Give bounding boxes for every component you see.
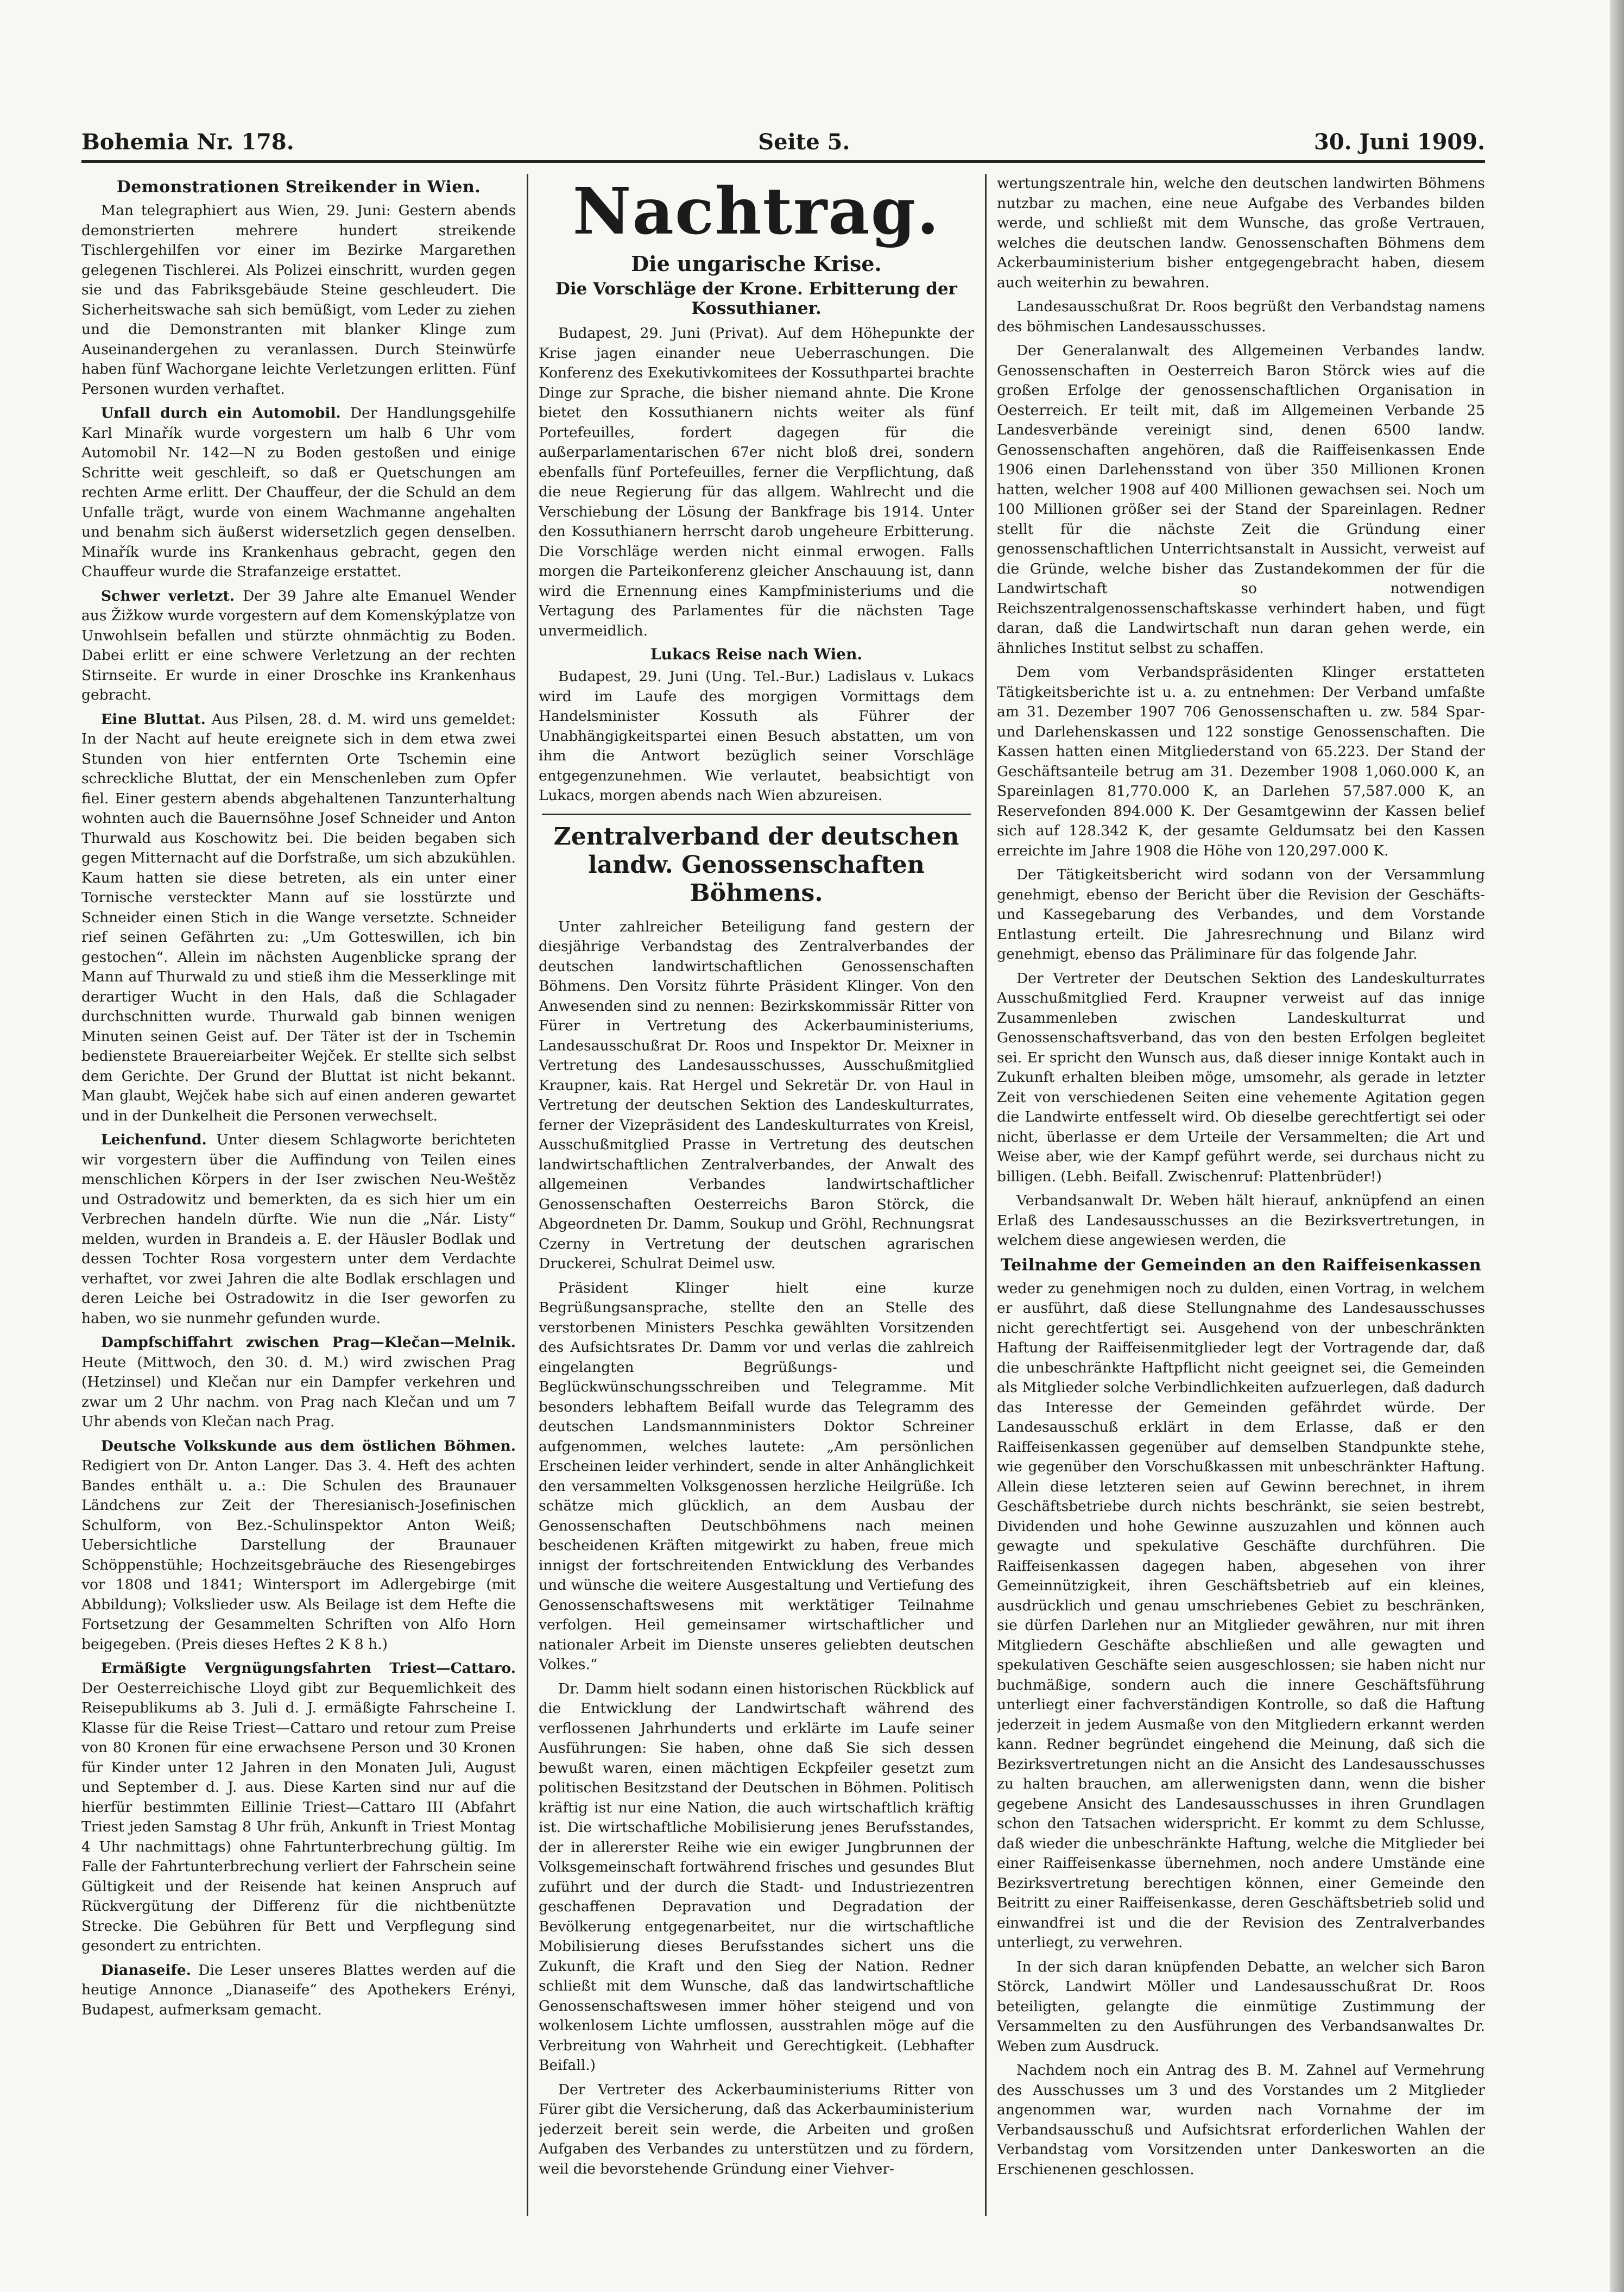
section-subhead: Die Vorschläge der Krone. Erbitterung der Kossuthianer. bbox=[555, 279, 958, 318]
article-text: Budapest, 29. Juni (Ung. Tel.-Bur.) Ladislaus v. Lukacs wird im Laufe des morgigen Vormittags dem Handelsminister Kossuth als Führer der Unabhängigkeitspartei einen Besuch abstatten, um von ihm die Antwort bezüglich seiner Vorschläge entgegenzunehmen. Wie verlautet, beabsichtigt von Lukacs, morgen abends nach Wien abzureisen. bbox=[539, 668, 974, 804]
article-text: Der Vertreter des Ackerbauministeriums Ritter von Fürer gibt die Versicherung, daß das Ackerbauministerium jederzeit bereit sein werde, die Arbeiten und großen Aufgaben des Verbandes zu unterstützen und zu fördern, weil die bevorstehende Gründung einer Viehver- bbox=[539, 2081, 974, 2177]
article-paragraph bbox=[81, 1659, 516, 1956]
article-text: Der Vertreter der Deutschen Sektion des Landeskulturrates Ausschußmitglied Ferd. Kraupner verweist auf das innige Zusammenleben zwischen Landeskulturrat und Genossenschaftsverband, das von den besten Erfolgen begleitet sei. Er spricht den Wunsch aus, daß dieser innige Kontakt auch in Zukunft erhalten bleiben möge, umsomehr, als gerade in letzter Zeit von verschiedenen Seiten eine vehemente Agitation gegen die Landwirte entfesselt wird. Ob dieselbe gerechtfertigt sei oder nicht, überlasse er dem Urteile der Versammelten; die Art und Weise aber, wie der Kampf geführt werde, sei durchaus nicht zu billigen. (Lebh. Beifall. Zwischenruf: Plattenbrüder!) bbox=[997, 969, 1485, 1185]
article-text: Der Oesterreichische Lloyd gibt zur Bequemlichkeit des Reisepublikums ab 3. Juli d. J. ermäßigte Fahrscheine I. Klasse für die Reise Triest—Cattaro und retour zum Preise von 80 Kronen für eine erwachsene Person und 30 Kronen für Kinder unter 12 Jahren in den Monaten Juli, August und September d. J. aus. Diese Karten sind nur auf die hierfür bestimmten Eillinie Triest—Cattaro III (Abfahrt Triest jeden Samstag 8 Uhr früh, Ankunft in Triest Montag 4 Uhr nachmittags) ohne Fahrtunterbrechung gültig. Im Falle der Fahrtunterbrechung verliert der Fahrschein seine Gültigkeit und der Reisende hat keinen Anspruch auf Rückvergütung der Differenz für die nichtbenützte Strecke. Die Gebühren für Bett und Verpflegung sind gesondert zu entrichten. bbox=[81, 1679, 516, 1954]
article-text: Landesausschußrat Dr. Roos begrüßt den Verbandstag namens des böhmischen Landesausschusses. bbox=[997, 298, 1485, 335]
article-paragraph bbox=[81, 710, 516, 1126]
article-lead: Unfall durch ein Automobil. bbox=[101, 405, 341, 421]
page-header bbox=[81, 103, 1485, 163]
article-text: Der 39 Jahre alte Emanuel Wender aus Žižkow wurde vorgestern auf dem Komenskýplatze von Unwohlsein befallen und stürzte ohnmächtig zu Boden. Dabei erlitt er eine schwere Verletzung an der rechten Stirnseite. Er wurde in einer Droschke ins Krankenhaus gebracht. bbox=[81, 587, 516, 703]
article-text: weder zu genehmigen noch zu dulden, einen Vortrag, in welchem er ausführt, daß diese Stellungnahme des Landesausschusses nicht gerechtfertigt sei. Ausgehend von der unbeschränkten Haftung der Raiffeisenmitglieder legt der Vortragende dar, daß die unbeschränkte Haftpflicht nicht geeignet sei, die Gemeinden als Mitglieder solche Verbindlichkeiten aufzuerlegen, daß dadurch das Interesse der Gemeinden gefährdet würde. Der Landesausschuß erklärt in dem Erlasse, daß er den Raiffeisenkassen gegenüber auf demselben Standpunkte stehe, wie gegenüber den Vorschußkassen mit unbeschränkter Haftung. Allein diese letzteren seien auf Gewinn berechnet, in ihrem Geschäftsbetriebe durch nichts beschränkt, sie seien bestrebt, Dividenden und hohe Gewinne auszuzahlen und können auch gewagte und spekulative Geschäfte durchführen. Die Raiffeisenkassen dagegen haben, abgesehen von ihrer Gemeinnützigkeit, ihren Geschäftsbetrieb auf ein kleines, ausdrücklich und genau umschriebenes Gebiet zu beschränken, sie dürfen Darlehen nur an Mitglieder gewähren, nur mit ihren Mitgliedern Geschäfte abschließen und alle gewagten und spekulativen Geschäfte seien ausgeschlossen; sie haben nicht nur buchmäßige, sondern auch die innere Geschäftsführung unterliegt einer fachverständigen Kontrolle, so daß die Haftung jederzeit in jedem Ausmaße von den Mitgliedern erkannt werden kann. Redner begründet eingehend die Meinung, daß sich die Bezirksvertretungen nicht an die Ansicht des Landesausschusses zu halten brauchen, am allerwenigsten dann, wenn die bisher gegebene Ansicht des Landesausschusses in ihren Grundlagen schon den Tatsachen widerspricht. Er kommt zu dem Schlusse, daß wieder die unbeschränkte Haftung, welche die Mitglieder bei einer Raiffeisenkasse übernehmen, noch andere Umstände eine Bezirksvertretung berechtigen können, einer Gemeinde den Beitritt zu einer Raiffeisenkasse, deren Geschäftsbetrieb solid und einwandfrei ist und die der Revision des Zentralverbandes unterliegt, zu verwehren. bbox=[997, 1280, 1485, 1951]
article-text: Verbandsanwalt Dr. Weben hält hierauf, anknüpfend an einen Erlaß des Landesausschusses an die Bezirksvertretungen, in welchem diese angewiesen werden, die bbox=[997, 1192, 1485, 1249]
article-paragraph bbox=[81, 1437, 516, 1655]
article-text: Der Tätigkeitsbericht wird sodann von der Versammlung genehmigt, ebenso der Bericht über die Revision der Geschäfts- und Kassegebarung des Verbandes, und dem Vorstande Entlastung erteilt. Die Jahresrechnung und Bilanz wird genehmigt, ebenso das Präliminare für das folgende Jahr. bbox=[997, 866, 1485, 962]
header-page-number: Seite 5. bbox=[758, 129, 850, 155]
article-text: Dem vom Verbandspräsidenten Klinger erstatteten Tätigkeitsberichte ist u. a. zu entnehmen: Der Verband umfaßte am 31. Dezember 1907 706 Genossenschaften u. zw. 584 Spar- und Darlehenskassen und 122 sonstige Genossenschaften. Die Kassen hatten einen Mitgliederstand von 65.223. Der Stand der Geschäftsanteile betrug am 31. Dezember 1908 1,060.000 K, an Spareinlagen 81,770.000 K, an Darlehen 57,587.000 K, an Reservefonden 894.000 K. Der Gesamtgewinn der Kassen belief sich auf 128.342 K, der gesamte Geldumsatz bei den Kassen erreichte im Jahre 1908 die Höhe von 120,297.000 K. bbox=[997, 664, 1485, 859]
article-paragraph bbox=[81, 1961, 516, 2020]
article-text: wertungszentrale hin, welche den deutschen landwirten Böhmens nutzbar zu machen, eine neue Aufgabe des Verbandes bilden werde, und schließt mit dem Wunsche, das große Vertrauen, welches die deutschen landw. Genossenschaften Böhmens dem Ackerbauministerium bisher entgegengebracht haben, diesem auch weiterhin zu bewahren. bbox=[997, 175, 1485, 291]
article-lead: Schwer verletzt. bbox=[101, 587, 235, 605]
article-lead: Dianaseife. bbox=[101, 1961, 191, 1979]
article-paragraph bbox=[81, 1130, 516, 1328]
article-text: Man telegraphiert aus Wien, 29. Juni: Gestern abends demonstrierten mehrere hundert streikende Tischlergehilfen vor einer im Bezirke Margarethen gelegenen Tischlerei. Als Polizei einschritt, wurden gegen sie und das Fabriksgebäude Steine geschleudert. Die Sicherheitswache sah sich bemüßigt, vom Leder zu ziehen und die Demonstranten mit blanker Klinge zum Auseinandergehen zu veranlassen. Durch Steinwürfe haben fünf Wachorgane leichte Verletzungen erlitten. Fünf Personen wurden verhaftet. bbox=[81, 202, 516, 398]
article-text: Heute (Mittwoch, den 30. d. M.) wird zwischen Prag (Hetzinsel) und Klečan nur ein Dampfer verkehren und zwar um 2 Uhr nachm. von Prag nach Klečan und um 7 Uhr abends von Klečan nach Prag. bbox=[81, 1353, 516, 1430]
column-rule-2 bbox=[985, 174, 987, 2216]
article-lead: Dampfschiffahrt zwischen Prag—Klečan—Melnik. bbox=[101, 1334, 516, 1351]
article-text: Die Leser unseres Blattes werden auf die heutige Annonce „Dianaseife“ des Apothekers Erényi, Budapest, aufmerksam gemacht. bbox=[81, 1961, 516, 2018]
column-1 bbox=[81, 174, 516, 2216]
scan-edge bbox=[1610, 0, 1624, 2292]
article-paragraph bbox=[81, 1333, 516, 1432]
article-headline: Zentralverband der deutschen landw. Genossenschaften Böhmens. bbox=[553, 822, 959, 907]
article-paragraph bbox=[81, 404, 516, 582]
header-issue: Bohemia Nr. 178. bbox=[81, 129, 294, 155]
article-text: Redigiert von Dr. Anton Langer. Das 3. 4. Heft des achten Bandes enthält u. a.: Die Schulen des Braunauer Ländchens zur Zeit der Theresianisch-Josefinischen Schulform, von Bez.-Schulinspektor Anton Weiß; Uebersichtliche Darstellung der Braunauer Schöppenstühle; Hochzeitsgebräuche des Riesengebirges vor 1808 und 1841; Wintersport im Adlergebirge (mit Abbildung); Volkslieder usw. Als Beilage ist dem Hefte die Fortsetzung der Gesammelten Schriften von Alfo Horn beigegeben. (Preis dieses Heftes 2 K 8 h.) bbox=[81, 1457, 516, 1653]
article-separator bbox=[542, 814, 971, 815]
article-text: In der sich daran knüpfenden Debatte, an welcher sich Baron Störck, Landwirt Möller und Landesausschußrat Dr. Roos beteiligten, gelangte die einmütige Zustimmung der Versammelten zu den Ausführungen des Verbandsanwaltes Dr. Weben zum Ausdruck. bbox=[997, 1958, 1485, 2055]
article-paragraph bbox=[81, 587, 516, 706]
header-date: 30. Juni 1909. bbox=[1314, 129, 1485, 155]
masthead-nachtrag: Nachtrag. bbox=[572, 174, 940, 249]
column-2 bbox=[539, 174, 974, 2216]
article-text: Unter zahlreicher Beteiligung fand gestern der diesjährige Verbandstag des Zentralverbandes der deutschen landwirtschaftlichen Genossenschaften Böhmens. Den Vorsitz führte Präsident Klinger. Von den Anwesenden sind zu nennen: Bezirkskommissär Ritter von Fürer in Vertretung des Ackerbauministeriums, Landesausschußrat Dr. Roos und Inspektor Dr. Meixner in Vertretung des Landesausschusses, Ausschußmitglied Kraupner, kais. Rat Hergel und Sekretär Dr. von Haul in Vertretung der deutschen Sektion des Landeskulturrates, ferner der Vizepräsident des Landeskulturrates von Kreisl, Ausschußmitglied Prasse in Vertretung des deutschen landwirtschaftlichen Zentralverbandes, der Anwalt des allgemeinen Verbandes landwirtschaftlicher Genossenschaften Oesterreichs Baron Störck, die Abgeordneten Dr. Damm, Soukup und Gröhl, Rechnungsrat Czerny in Vertretung der deutschen agrarischen Druckerei, Schulrat Deimel usw. bbox=[539, 918, 974, 1272]
article-text: Aus Pilsen, 28. d. M. wird uns gemeldet: In der Nacht auf heute ereignete sich in dem etwa zwei Stunden von hier entfernten Orte Tschemin eine schreckliche Bluttat, der ein Menschenleben zum Opfer fiel. Einer gestern abends abgehaltenen Tanzunterhaltung wohnten auch die Bauernsöhne Josef Schneider und Anton Thurwald aus Koschowitz bei. Die beiden begaben sich gegen Mitternacht auf die Dorfstraße, um sich abzukühlen. Kaum hatten sie diese betreten, als ein unter einer Tornische versteckter Mann auf sie losstürzte und Schneider einen Stich in die Wange versetzte. Schneider rief seinen Gefährten zu: „Um Gotteswillen, ich bin gestochen“. Allein im nächsten Augenblicke sprang der Mann auf Thurwald zu und stieß ihm die Messerklinge mit derartiger Wucht in den Hals, daß die Schlagader durchschnitten wurde. Thurwald gab binnen wenigen Minuten seinen Geist auf. Der Täter ist der in Tschemin bedienstete Brauereiarbeiter Wejček. Er stellte sich selbst dem Gerichte. Der Grund der Bluttat ist nicht bekannt. Man glaubt, Wejček habe sich auf einen anderen gewartet und in der Dunkelheit die Personen verwechselt. bbox=[81, 710, 516, 1124]
section-subhead: Lukacs Reise nach Wien. bbox=[650, 645, 863, 663]
column-rule-1 bbox=[527, 174, 528, 2216]
article-lead: Deutsche Volkskunde aus dem östlichen Böhmen. bbox=[101, 1437, 516, 1454]
section-kicker: Die ungarische Krise. bbox=[631, 251, 882, 276]
article-text: Dr. Damm hielt sodann einen historischen Rückblick auf die Entwicklung der Landwirtschaft während des verflossenen Jahrhunderts und erklärte im Laufe seiner Ausführungen: Sie haben, ohne daß Sie sich dessen bewußt waren, einen mächtigen Eckpfeiler gesetzt zum politischen Besitzstand der Deutschen in Böhmen. Politisch kräftig ist nur eine Nation, die auch wirtschaftlich kräftig ist. Die wirtschaftliche Mobilisierung jenes Berufsstandes, der in allererster Reihe wie ein ewiger Jungbrunnen der Volksgemeinschaft fortwährend frisches und gesundes Blut zuführt und der durch die Stadt- und Industriezentren geschaffenen Depravation und Degradation der Bevölkerung entgegenarbeitet, nur die wirtschaftliche Mobilisierung dieses Berufsstandes sichert uns die Zukunft, die Kraft und den Sieg der Nation. Redner schließt mit dem Wunsche, daß das landwirtschaftliche Genossenschaftswesen immer höher steigend und von wolkenlosem Lichte umflossen, ausstrahlen möge auf die Verbreitung von Wahrheit und Gerechtigkeit. (Lebhafter Beifall.) bbox=[539, 1680, 974, 2074]
article-lead: Leichenfund. bbox=[101, 1131, 207, 1148]
article-text: Nachdem noch ein Antrag des B. M. Zahnel auf Vermehrung des Ausschusses um 3 und des Vorstandes um 2 Mitglieder angenommen war, wurden nach Vornahme der im Verbandsausschuß und Aufsichtsrat erforderlichen Wahlen der Verbandstag vom Vorsitzenden unter Dankesworten an die Erschienenen geschlossen. bbox=[997, 2062, 1485, 2178]
article-text: Unter diesem Schlagworte berichteten wir vorgestern über die Auffindung von Teilen eines menschlichen Körpers in der Iser zwischen Neu-Weštěz und Ostradowitz und bemerkten, da es sich hier um ein Verbrechen handeln dürfte. Wie nun die „Nár. Listy“ melden, wurden in Brandeis a. E. der Häusler Bodlak und dessen Tochter Rosa vorgestern unter dem Verdachte verhaftet, vor zwei Jahren die alte Bodlak erschlagen und deren Leiche bei Ostradowitz in die Iser geworfen zu haben, wo sie nunmehr gefunden wurde. bbox=[81, 1131, 516, 1327]
column-3 bbox=[997, 174, 1485, 2216]
article-text: Der Handlungsgehilfe Karl Minařík wurde vorgestern um halb 6 Uhr vom Automobil Nr. 142—N zu Boden gestoßen und einige Schritte weit geschleift, so daß er Quetschungen am rechten Arme erlitt. Der Chauffeur, der die Schuld an dem Unfalle trägt, wurde von einem Wachmanne angehalten und benahm sich äußerst widersetzlich gegen denselben. Minařík wurde ins Krankenhaus gebracht, gegen den Chauffeur wurde die Strafanzeige erstattet. bbox=[81, 405, 516, 580]
article-text: Der Generalanwalt des Allgemeinen Verbandes landw. Genossenschaften in Oesterreich Baron Störck wies auf die großen Erfolge der genossenschaftlichen Organisation in Oesterreich. Er teilt mit, daß im Allgemeinen Verbande 25 Landesverbände vereinigt sind, denen 6500 landw. Genossenschaften angehören, daß die Raiffeisenkassen Ende 1906 einen Darlehensstand von über 350 Millionen Kronen hatten, welcher 1908 auf 400 Millionen gewachsen sei. Noch um 100 Millionen größer sei der Stand der Spareinlagen. Redner stellt für die nächste Zeit die Gründung einer genossenschaftlichen Unterrichtsanstalt in Aussicht, verweist auf die Gründe, welche bisher das Zustandekommen der für die Landwirtschaft so notwendigen Reichszentralgenossenschaftskasse verhindert haben, und fügt daran, daß die Landwirtschaft nun daran gehen werde, ein ähnliches Institut selbst zu schaffen. bbox=[997, 342, 1485, 657]
article-text: Präsident Klinger hielt eine kurze Begrüßungsansprache, stellte den an Stelle des verstorbenen Ministers Peschka gewählten Vorsitzenden des Aufsichtsrates Dr. Damm vor und verlas die zahlreich eingelangten Begrüßungs- und Beglückwünschungsschreiben und Telegramme. Mit besonders lebhaftem Beifall wurde das Telegramm des deutschen Landsmannministers Doktor Schreiner aufgenommen, welches lautete: „Am persönlichen Erscheinen leider verhindert, sende in alter Anhänglichkeit den versammelten Volksgenossen herzliche Heilgrüße. Ich schätze mich glücklich, an dem Ausbau der Genossenschaften Deutschböhmens nach meinen bescheidenen Kräften mitgewirkt zu haben, freue mich innigst der fortschreitenden Entwicklung des Verbandes und wünsche die weitere Ausgestaltung und Vertiefung des Genossenschaftswesens mit werktätiger Teilnahme verfolgen. Heil gemeinsamer wirtschaftlicher und nationaler Arbeit im Dienste unseres geliebten deutschen Volkes.“ bbox=[539, 1279, 974, 1673]
newspaper-page bbox=[81, 103, 1485, 2200]
article-lead: Ermäßigte Vergnügungsfahrten Triest—Cattaro. bbox=[101, 1660, 516, 1677]
article-lead: Eine Bluttat. bbox=[101, 710, 206, 728]
article-title: Demonstrationen Streikender in Wien. bbox=[116, 178, 481, 197]
article-text: Budapest, 29. Juni (Privat). Auf dem Höhepunkte der Krise jagen einander neue Ueberraschungen. Die Konferenz des Exekutivkomitees der Kossuthpartei brachte Dinge zur Sprache, die bisher niemand ahnte. Die Krone bietet den Kossuthianern nichts weiter als fünf Portefeuilles, fordert dagegen für die außerparlamentarischen 67er nicht bloß drei, sondern ebenfalls fünf Portefeuilles, ferner die Verpflichtung, daß die neue Regierung für das allgem. Wahlrecht und die Verschiebung der Lösung der Bankfrage bis 1914. Unter den Kossuthianern herrscht darob ungeheure Erbitterung. Die Vorschläge werden nicht einmal erwogen. Falls morgen die Parteikonferenz gleicher Anschauung ist, dann wird die Ernennung eines Kampfministeriums und die Vertagung des Parlamentes für die nächsten Tage unvermeidlich. bbox=[539, 325, 974, 639]
article-headline: Teilnahme der Gemeinden an den Raiffeisenkassen bbox=[1000, 1255, 1482, 1275]
